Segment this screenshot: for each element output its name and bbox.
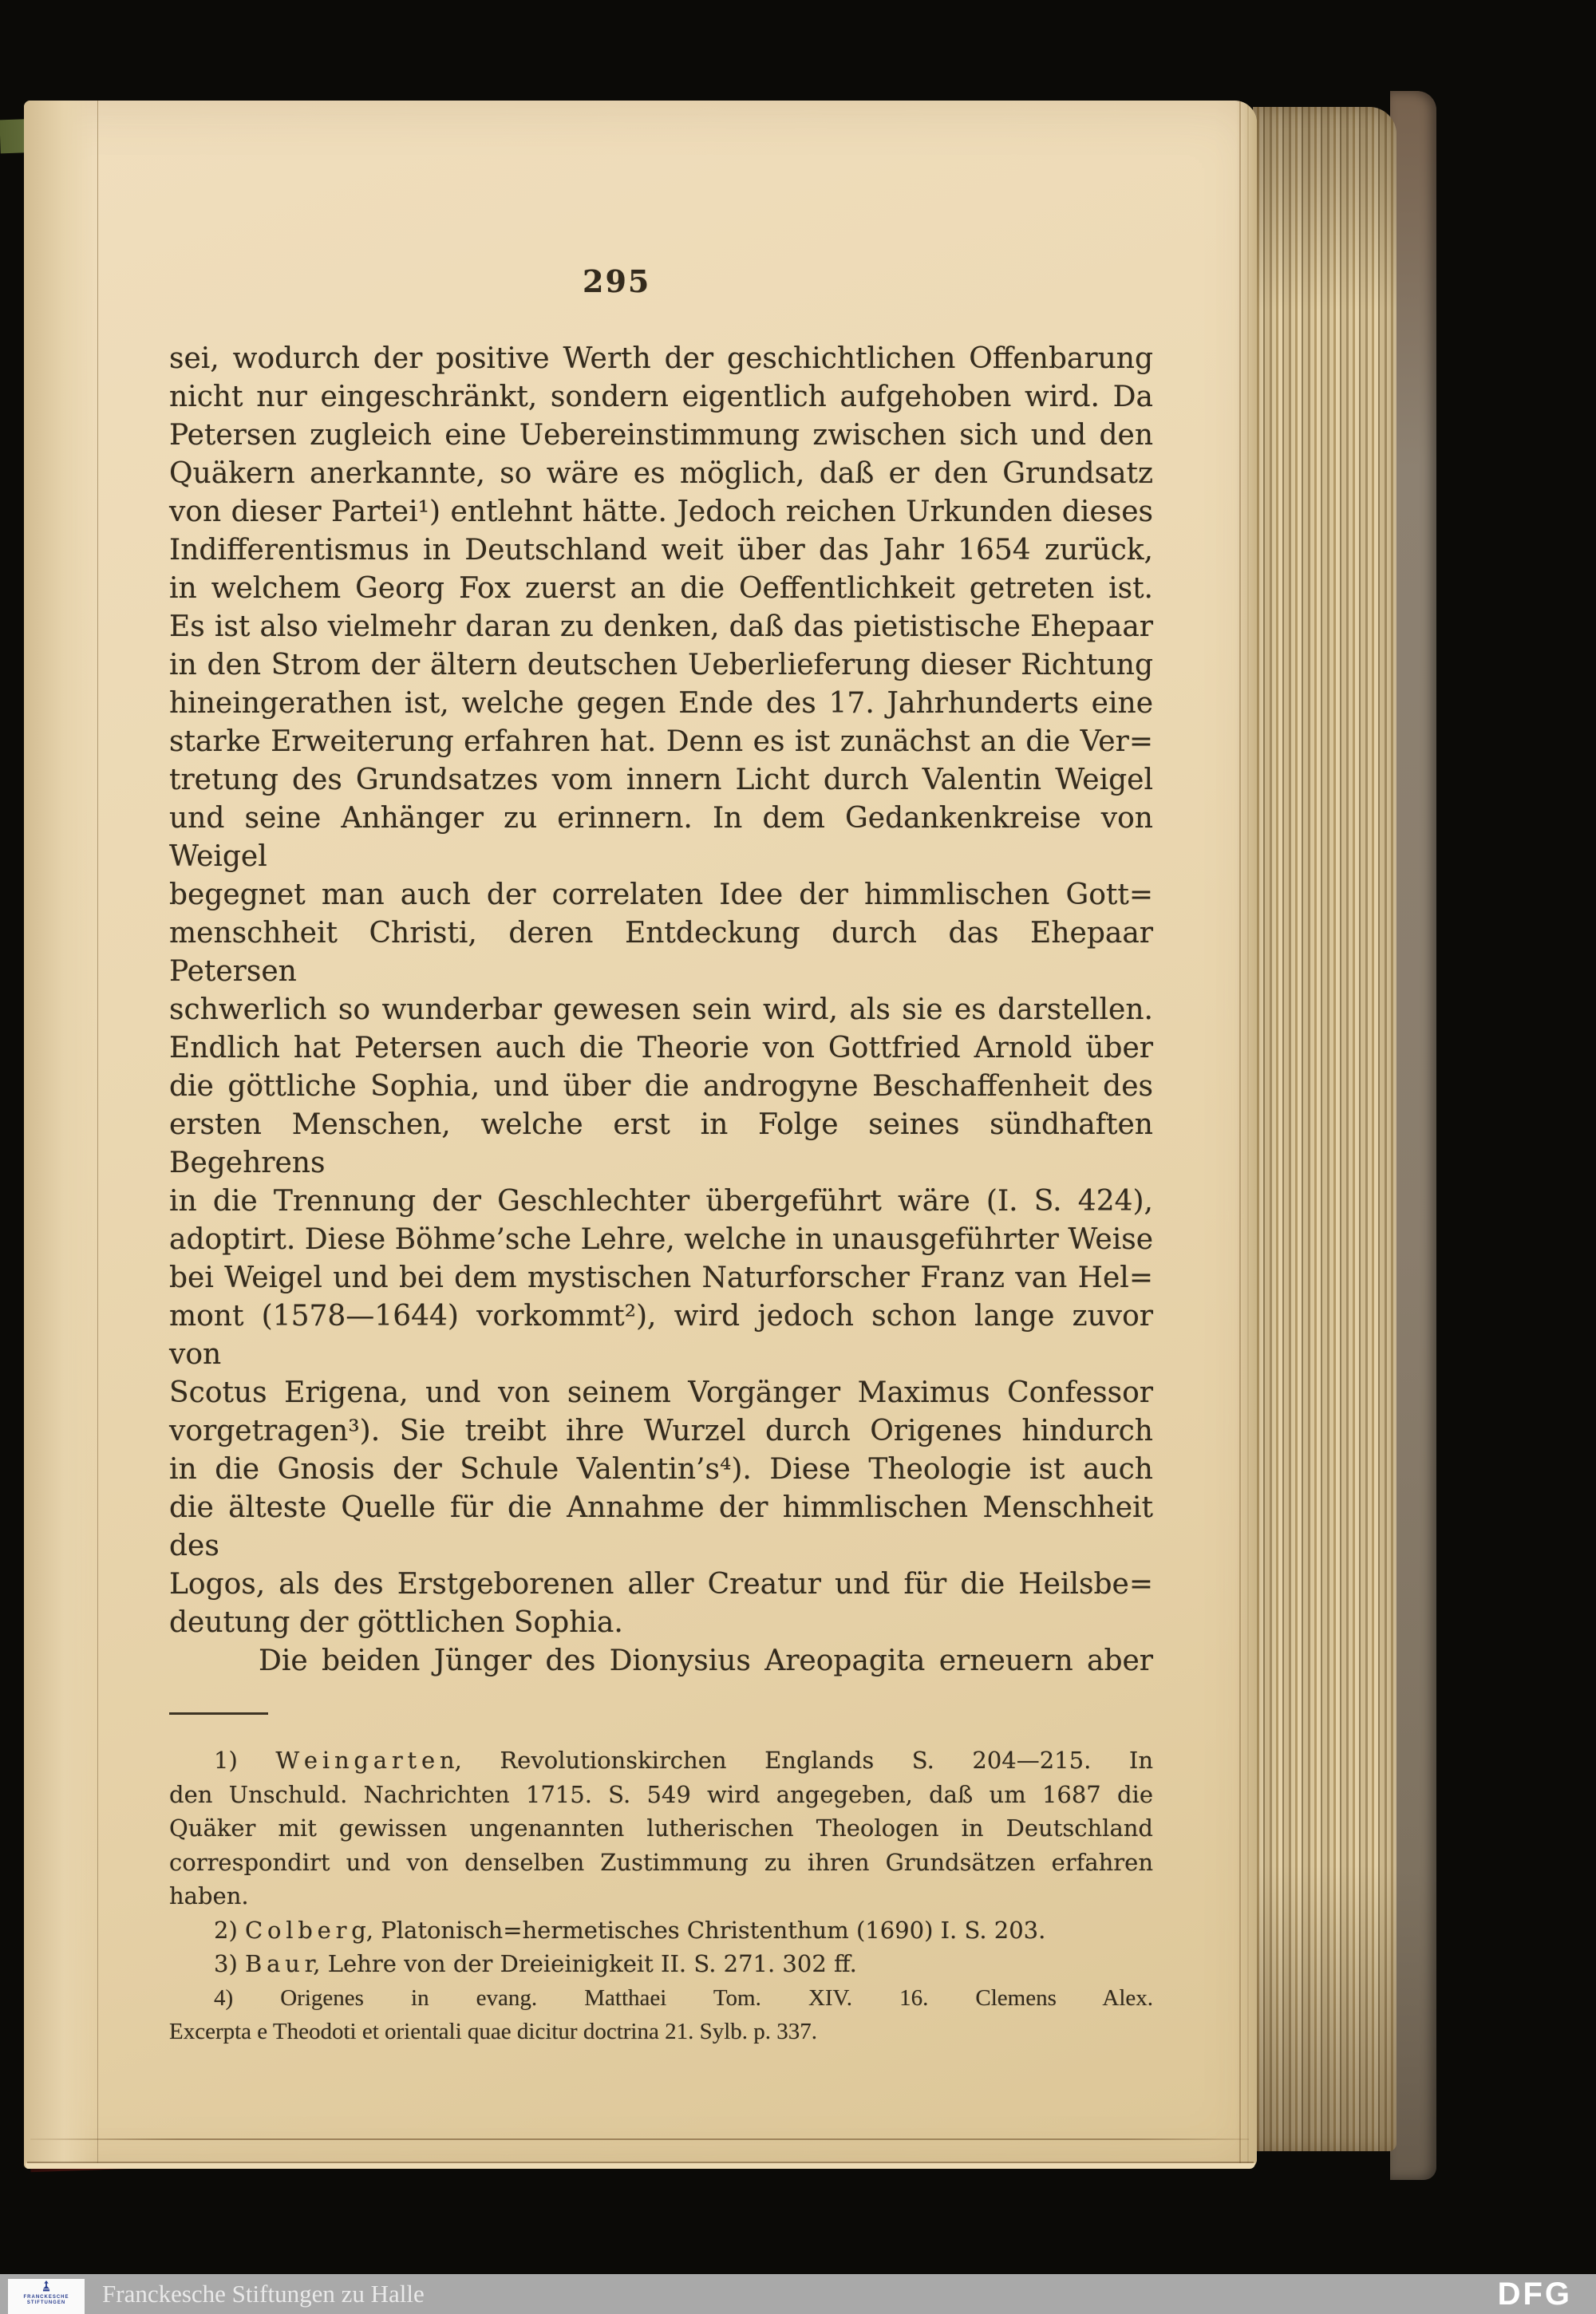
text-line: in welchem Georg Fox zuerst an die Oeffentlichkeit getreten ist. <box>169 572 1153 605</box>
text-line: Logos, als des Erstgeborenen aller Creatur und für die Heilsbe= <box>169 1568 1153 1601</box>
text-line: hineingerathen ist, welche gegen Ende des 17. Jahrhunderts eine <box>169 687 1153 720</box>
text-line: Es ist also vielmehr daran zu denken, daß das pietistische Ehepaar <box>169 610 1153 643</box>
provider-name: Franckesche Stiftungen zu Halle <box>102 2280 425 2308</box>
text-line: 3) B a u r, Lehre von der Dreieinigkeit II. S. 271. 302 ff. <box>214 1950 857 1977</box>
text-line: und seine Anhänger zu erinnern. In dem Gedankenkreise von Weigel <box>169 802 1153 873</box>
page-crease-line <box>30 2138 1249 2140</box>
text-line: den Unschuld. Nachrichten 1715. S. 549 wird angegeben, daß um 1687 die <box>169 1780 1153 1808</box>
text-line: 1) W e i n g a r t e n, Revolutionskirchen Englands S. 204—215. In <box>214 1747 1153 1774</box>
franckesche-stiftungen-logo <box>8 2279 85 2314</box>
text-line: schwerlich so wunderbar gewesen sein wird, als sie es darstellen. <box>169 993 1153 1026</box>
footnote-separator <box>169 1712 268 1715</box>
logo-text-line1: FRANCKESCHE <box>23 2295 69 2300</box>
text-line: in den Strom der ältern deutschen Ueberlieferung dieser Richtung <box>169 649 1153 681</box>
text-line: begegnet man auch der correlaten Idee der himmlischen Gott= <box>169 879 1153 911</box>
text-line: deutung der göttlichen Sophia. <box>169 1606 623 1639</box>
text-line: die älteste Quelle für die Annahme der himmlischen Menschheit des <box>169 1491 1153 1562</box>
viewer-footer-bar <box>0 2274 1596 2314</box>
text-line: menschheit Christi, deren Entdeckung durch das Ehepaar Petersen <box>169 917 1153 988</box>
text-line: 2) C o l b e r g, Platonisch=hermetisches Christenthum (1690) I. S. 203. <box>214 1916 1046 1944</box>
text-line: tretung des Grundsatzes vom innern Licht durch Valentin Weigel <box>169 764 1153 796</box>
text-line: in die Trennung der Geschlechter übergeführt wäre (I. S. 424), <box>169 1185 1153 1218</box>
text-line: starke Erweiterung erfahren hat. Denn es ist zunächst an die Ver= <box>169 725 1153 758</box>
text-line: Endlich hat Petersen auch die Theorie von Gottfried Arnold über <box>169 1032 1153 1064</box>
text-line: correspondirt und von denselben Zustimmung zu ihren Grundsätzen erfahren <box>169 1848 1153 1876</box>
footnotes <box>169 1743 1153 2049</box>
text-line: in die Gnosis der Schule Valentin’s⁴). Diese Theologie ist auch <box>169 1453 1153 1486</box>
book-cover-edge <box>1390 91 1436 2180</box>
text-line: mont (1578—1644) vorkommt²), wird jedoch schon lange zuvor von <box>169 1300 1153 1371</box>
text-line: Petersen zugleich eine Uebereinstimmung zwischen sich und den <box>169 419 1153 452</box>
text-line: nicht nur eingeschränkt, sondern eigentlich aufgehoben wird. Da <box>169 381 1153 413</box>
text-line: adoptirt. Diese Böhme’sche Lehre, welche in unausgeführter Weise <box>169 1223 1153 1256</box>
text-line: Die beiden Jünger des Dionysius Areopagita erneuern aber <box>259 1645 1153 1677</box>
text-line: die göttliche Sophia, und über die androgyne Beschaffenheit des <box>169 1070 1153 1103</box>
page-text <box>169 263 1153 2049</box>
franckesche-logo-icon <box>39 2280 53 2295</box>
text-line: vorgetragen³). Sie treibt ihre Wurzel durch Origenes hindurch <box>169 1415 1153 1447</box>
text-line: Quäkern anerkannte, so wäre es möglich, daß er den Grundsatz <box>169 457 1153 490</box>
text-line: Excerpta e Theodoti et orientali quae dicitur doctrina 21. Sylb. p. 337. <box>169 2019 818 2044</box>
text-line: ersten Menschen, welche erst in Folge seines sündhaften Begehrens <box>169 1108 1153 1179</box>
text-line: haben. <box>169 1882 249 1909</box>
page-number: 295 <box>583 263 651 299</box>
body-text <box>169 340 1153 1680</box>
text-line: Scotus Erigena, und von seinem Vorgänger Maximus Confessor <box>169 1376 1153 1409</box>
page-bottom-edge <box>26 2163 1255 2169</box>
page-number-row <box>169 263 1153 298</box>
text-line: 4) Origenes in evang. Matthaei Tom. XIV. 16. Clemens Alex. <box>214 1984 1153 2011</box>
text-line: Quäker mit gewissen ungenannten lutherischen Theologen in Deutschland <box>169 1814 1153 1842</box>
text-line: sei, wodurch der positive Werth der geschichtlichen Offenbarung <box>169 342 1153 375</box>
page-right-edge <box>1233 101 1257 2169</box>
page-stack-fore-edge <box>1253 107 1396 2151</box>
page-gutter-fold <box>24 101 98 2169</box>
logo-text-line2: STIFTUNGEN <box>26 2300 66 2305</box>
dfg-logo: DFG <box>1497 2276 1572 2312</box>
text-line: Indifferentismus in Deutschland weit über das Jahr 1654 zurück, <box>169 534 1153 567</box>
text-line: bei Weigel und bei dem mystischen Naturforscher Franz van Hel= <box>169 1262 1153 1294</box>
text-line: von dieser Partei¹) entlehnt hätte. Jedoch reichen Urkunden dieses <box>169 496 1153 528</box>
